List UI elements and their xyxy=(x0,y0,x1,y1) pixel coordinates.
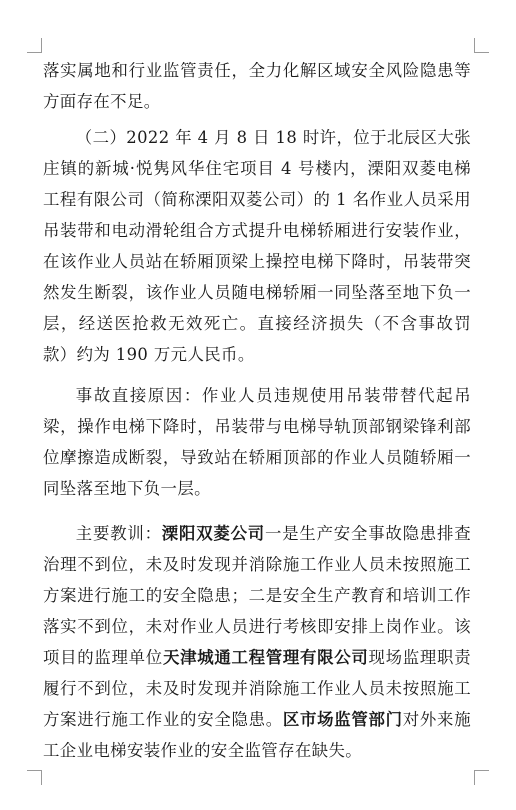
corner-crop-mark-top-right xyxy=(474,38,489,53)
lessons-text-2: 现场监理职责履行不到位，未及时发现并消除施工作业人员未按照施工方案进行施工作业的安全隐患。 xyxy=(43,648,471,729)
department-name-market-supervision: 区市场监管部门 xyxy=(282,710,403,729)
lessons-text-3: 对外来施工企业电梯安装作业的安全监管存在缺失。 xyxy=(43,710,471,760)
company-name-tianjin: 天津城通工程管理有限公司 xyxy=(162,648,369,667)
document-body xyxy=(43,55,471,766)
corner-crop-mark-top-left xyxy=(27,38,42,53)
lessons-lead-label: 主要教训： xyxy=(75,524,162,543)
paragraph-direct-cause: 事故直接原因：作业人员违规使用吊装带替代起吊梁，操作电梯下降时，吊装带与电梯导轨顶部钢梁锋利部位摩擦造成断裂，导致站在轿厢顶部的作业人员随轿厢一同坠落至地下负一层。 xyxy=(43,386,471,498)
paragraph-continuation: 落实属地和行业监管责任，全力化解区域安全风险隐患等方面存在不足。 xyxy=(43,61,471,111)
corner-crop-mark-bottom-left xyxy=(27,770,42,785)
lessons-text-1: 一是生产安全事故隐患排查治理不到位，未及时发现并消除施工作业人员未按照施工方案进行施工的安全隐患；二是安全生产教育和培训工作落实不到位，未对作业人员进行考核即安排上岗作业。该项目的监理单位 xyxy=(43,524,471,667)
paragraph-main-lessons xyxy=(43,518,471,766)
corner-crop-mark-bottom-right xyxy=(474,770,489,785)
paragraph-incident-description: （二）2022 年 4 月 8 日 18 时许，位于北辰区大张庄镇的新城·悦隽风华住宅项目 4 号楼内，溧阳双菱电梯工程有限公司（简称溧阳双菱公司）的 1 名作业人员采用吊装带和电动滑轮组合方式提升电梯轿厢进行安装作业，在该作业人员站在轿厢顶梁上操控电梯下降时，吊装带突然发生断裂，该作业人员随电梯轿厢一同坠落至地下负一层，经送医抢救无效死亡。直接经济损失（不含事故罚款）约为 190 万元人民币。 xyxy=(43,128,471,364)
company-name-liyang: 溧阳双菱公司 xyxy=(161,524,265,543)
